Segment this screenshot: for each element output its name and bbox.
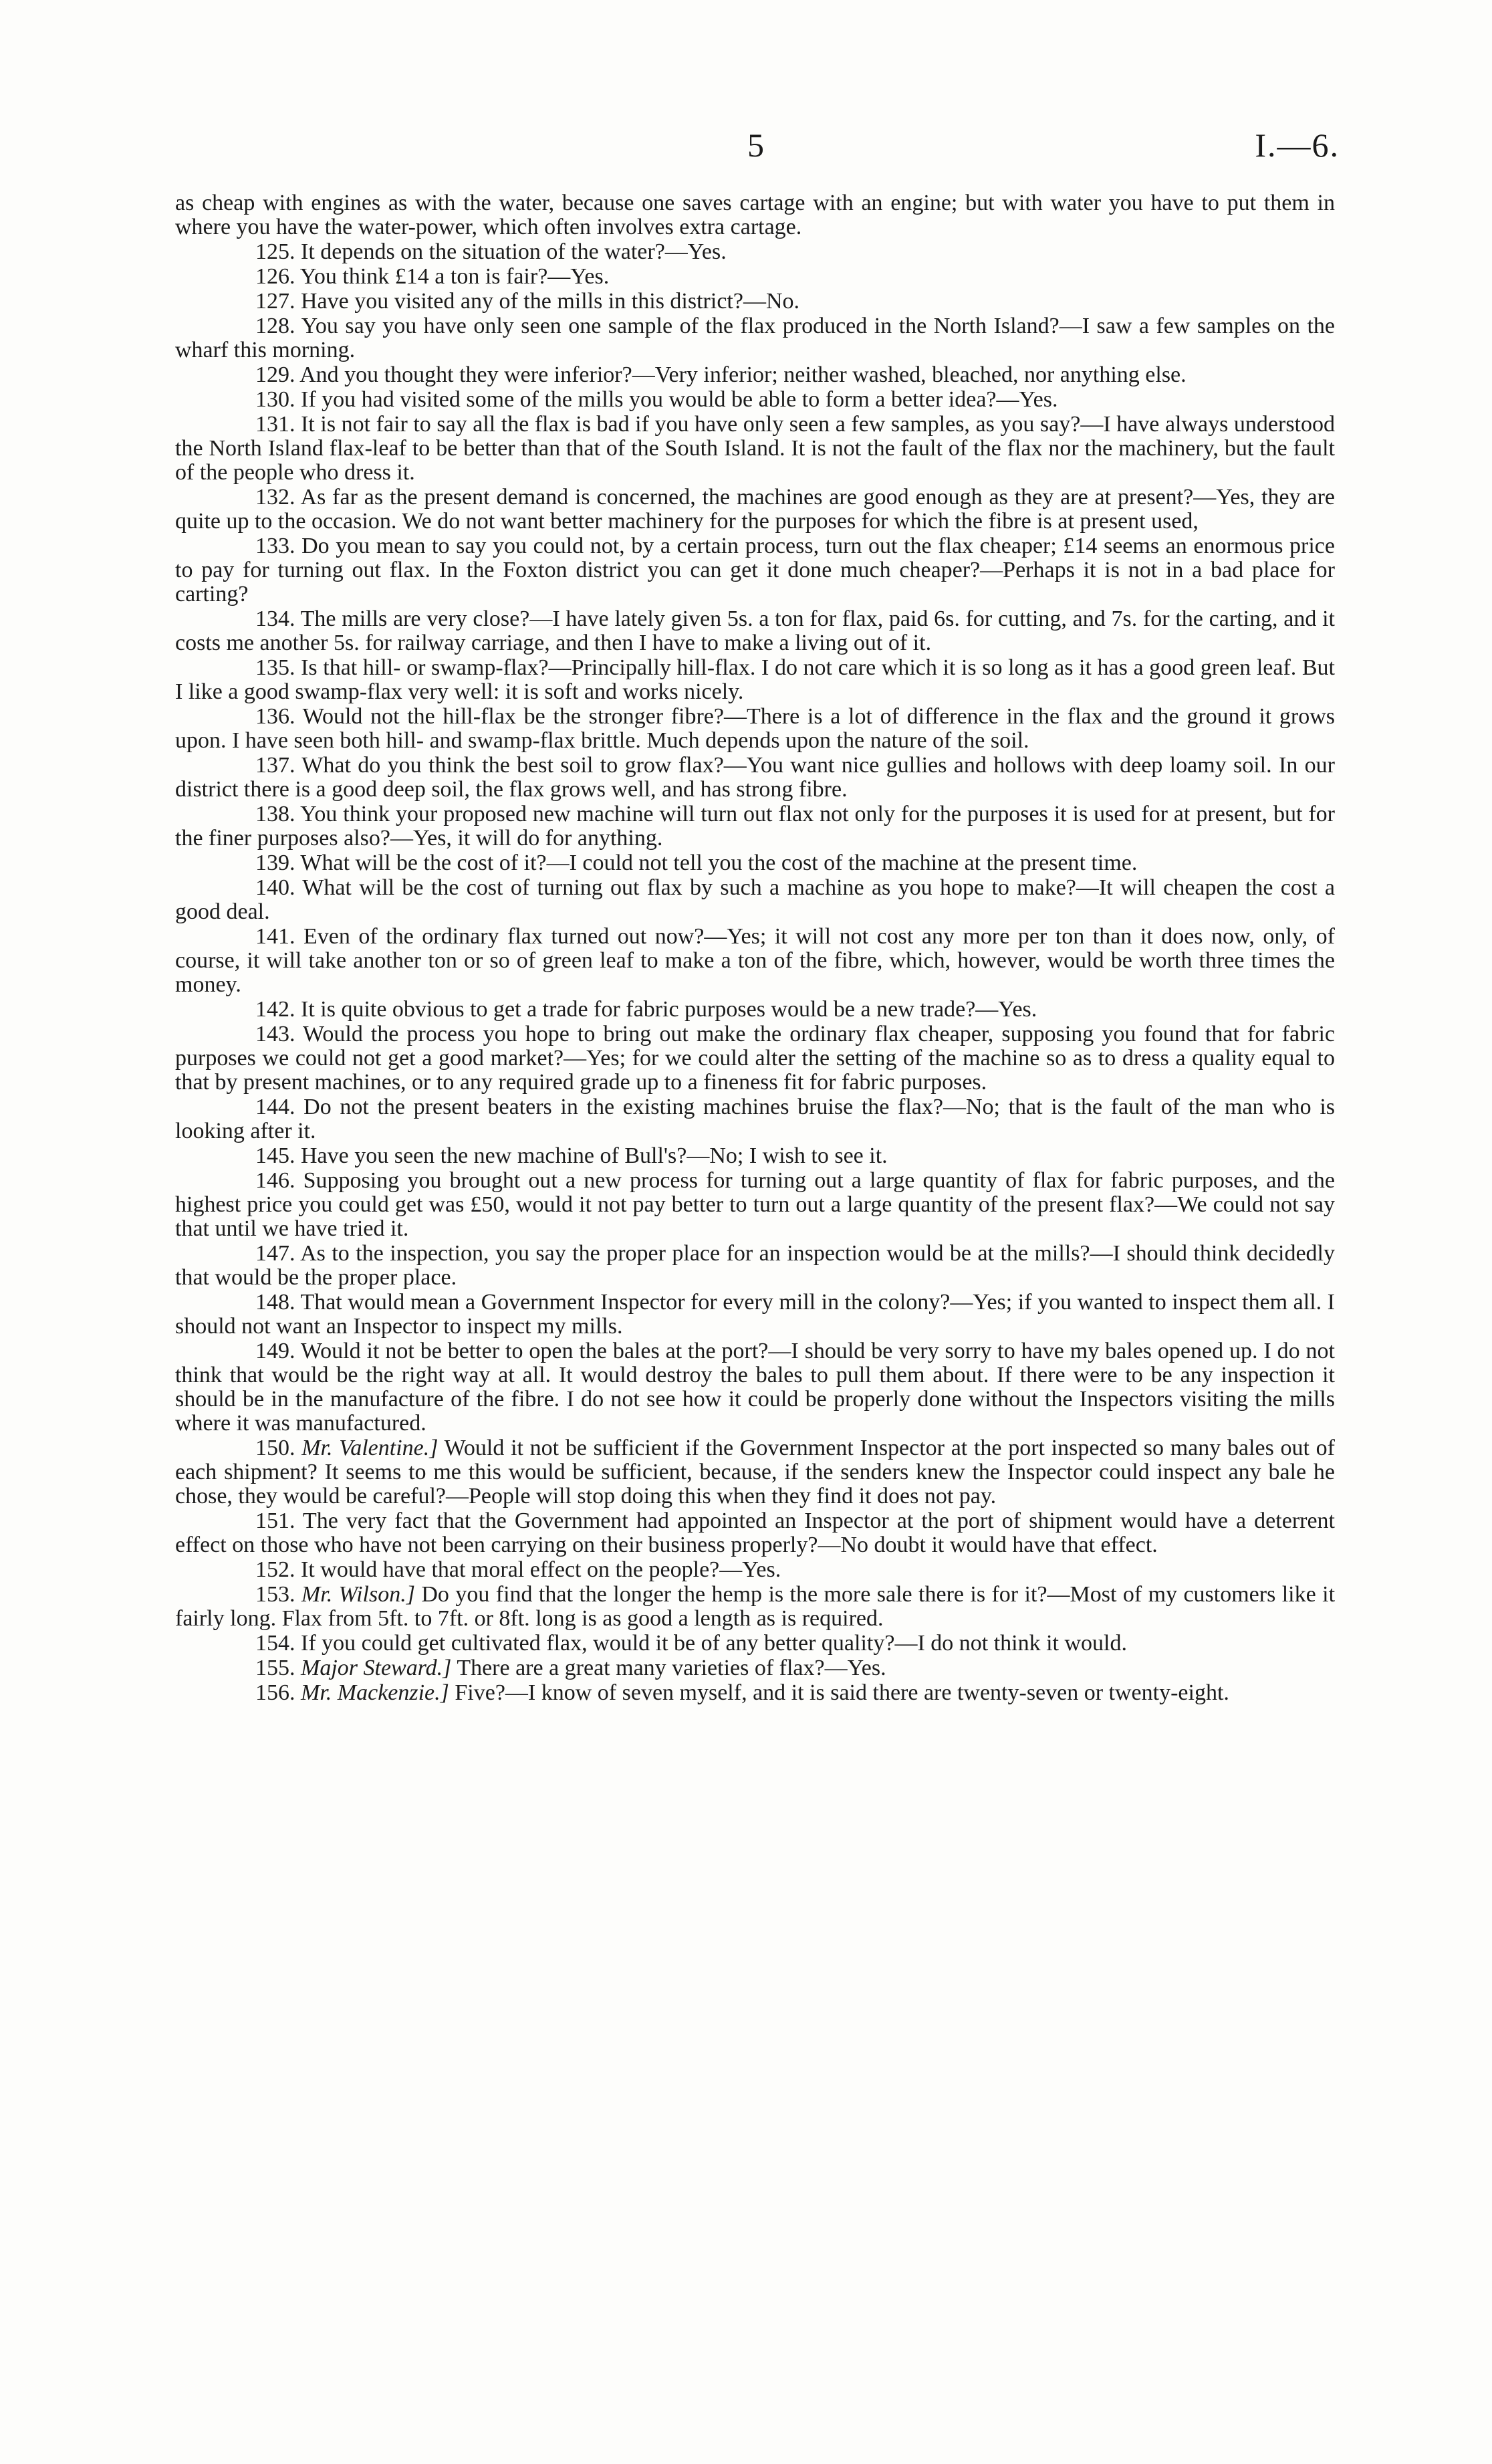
testimony-paragraph [175, 998, 1335, 1022]
testimony-paragraph [175, 1681, 1335, 1705]
testimony-text: It is not fair to say all the flax is bad if you have only seen a few samples, as you say?—I have always understood the North Island flax-leaf to be better than that of the South Island. It is not the fault of the flax nor the machinery, but the fault of the people who dress it. [175, 412, 1336, 485]
question-number: 149. [255, 1339, 295, 1363]
testimony-paragraph [175, 534, 1335, 606]
question-number: 129. [255, 362, 295, 387]
testimony-paragraph [175, 1095, 1335, 1143]
testimony-paragraph [175, 1242, 1335, 1290]
testimony-text: Have you seen the new machine of Bull's?—No; I wish to see it. [301, 1143, 888, 1168]
testimony-text: It is quite obvious to get a trade for fabric purposes would be a new trade?—Yes. [301, 997, 1037, 1022]
testimony-paragraph [175, 1169, 1335, 1241]
question-number: 138. [255, 802, 295, 826]
testimony-text: Do you mean to say you could not, by a certain process, turn out the flax cheaper; £14 seems an enormous price to pay for turning out flax. In the Foxton district you can get it done much cheaper?—Perhaps it is not in a bad place for carting? [175, 534, 1335, 606]
testimony-paragraph [175, 705, 1335, 753]
question-number: 135. [255, 655, 295, 680]
testimony-paragraph [175, 607, 1335, 655]
speaker-name: Mr. Wilson.] [301, 1582, 415, 1607]
page-header [0, 126, 1492, 179]
question-number: 136. [255, 704, 295, 729]
testimony-text: You think your proposed new machine will turn out flax not only for the purposes it is used for at present, but for the finer purposes also?—Yes, it will do for anything. [175, 802, 1335, 851]
question-number: 125. [255, 239, 295, 264]
testimony-text: Would the process you hope to bring out make the ordinary flax cheaper, supposing you found that for fabric purposes we could not get a good market?—Yes; for we could alter the setting of the machine so as to dress a quality equal to that by present machines, or to any required grade up to a fineness fit for fabric purposes. [175, 1022, 1336, 1095]
question-number: 144. [255, 1095, 295, 1119]
question-number: 148. [255, 1290, 295, 1315]
testimony-paragraph [175, 1632, 1335, 1656]
question-number: 156. [255, 1680, 295, 1705]
testimony-paragraph [175, 265, 1335, 289]
testimony-paragraph [175, 388, 1335, 412]
question-number: 154. [255, 1631, 295, 1656]
opening-paragraph: as cheap with engines as with the water, because one saves cartage with an engine; but with water you have to put them in where you have the water-power, which often involves extra cartage. [175, 191, 1335, 239]
testimony-paragraph [175, 363, 1335, 387]
question-number: 127. [255, 289, 295, 314]
testimony-text: Supposing you brought out a new process for turning out a large quantity of flax for fabric purposes, and the highest price you could get was £50, would it not pay better to turn out a large quantity of the present flax?—We could not say that until we have tried it. [175, 1168, 1335, 1241]
testimony-text: That would mean a Government Inspector for every mill in the colony?—Yes; if you wanted to inspect them all. I should not want an Inspector to inspect my mills. [175, 1290, 1335, 1339]
question-number: 155. [255, 1656, 295, 1680]
testimony-text: Do not the present beaters in the existing machines bruise the flax?—No; that is the fault of the man who is looking after it. [175, 1095, 1335, 1143]
question-number: 146. [255, 1168, 295, 1193]
testimony-paragraph [175, 925, 1335, 997]
question-number: 153. [255, 1582, 295, 1607]
question-number: 152. [255, 1557, 295, 1582]
question-number: 145. [255, 1143, 295, 1168]
testimony-paragraph [175, 754, 1335, 802]
question-number: 126. [255, 264, 295, 289]
testimony-paragraph [175, 876, 1335, 924]
question-number: 130. [255, 387, 295, 412]
speaker-name: Mr. Valentine.] [301, 1436, 439, 1460]
testimony-text: Even of the ordinary flax turned out now?—Yes; it will not cost any more per ton than it does now, only, of course, it will take another ton or so of green leaf to make a ton of the fibre, which, however, would be worth three times the money. [175, 924, 1336, 997]
testimony-text: It depends on the situation of the water?—Yes. [301, 239, 727, 264]
testimony-text: The very fact that the Government had appointed an Inspector at the port of shipment would have a deterrent effect on those who have not been carrying on their business properly?—No doubt it would have that effect. [175, 1508, 1335, 1557]
testimony-paragraph [175, 290, 1335, 314]
testimony-paragraph [175, 1558, 1335, 1582]
testimony-text: If you could get cultivated flax, would it be of any better quality?—I do not think it would. [301, 1631, 1128, 1656]
body-text [175, 191, 1335, 1706]
question-number: 147. [255, 1241, 295, 1266]
testimony-text: The mills are very close?—I have lately given 5s. a ton for flax, paid 6s. for cutting, and 7s. for the carting, and it costs me another 5s. for railway carriage, and then I have to make a living out of it. [175, 606, 1335, 655]
testimony-paragraph [175, 1022, 1335, 1095]
testimony-paragraph [175, 1144, 1335, 1168]
testimony-text: As far as the present demand is concerned, the machines are good enough as they are at present?—Yes, they are quite up to the occasion. We do not want better machinery for the purposes for which the fibre is at present used, [175, 485, 1335, 534]
testimony-text: What will be the cost of turning out flax by such a machine as you hope to make?—It will cheapen the cost a good deal. [175, 875, 1335, 924]
testimony-paragraph [175, 851, 1335, 875]
testimony-text: As to the inspection, you say the proper place for an inspection would be at the mills?—I should think decidedly that would be the proper place. [175, 1241, 1336, 1290]
question-number: 137. [255, 753, 295, 778]
testimony-text: You think £14 a ton is fair?—Yes. [299, 264, 610, 289]
testimony-paragraph [175, 1291, 1335, 1339]
question-number: 150. [255, 1436, 295, 1460]
page-number: 5 [747, 126, 765, 164]
testimony-text: It would have that moral effect on the people?—Yes. [301, 1557, 781, 1582]
question-number: 151. [255, 1508, 295, 1533]
testimony-text: There are a great many varieties of flax?—Yes. [457, 1656, 886, 1680]
testimony-paragraph [175, 1339, 1335, 1436]
testimony-list [175, 240, 1335, 1705]
testimony-text: Would it not be better to open the bales at the port?—I should be very sorry to have my bales opened up. I do not think that would be the right way at all. It would destroy the bales to pull them about. If there were to be any inspection it should be in the manufacture of the fibre. I do not see how it could be properly done without the Inspectors visiting the mills where it was manufactured. [175, 1339, 1335, 1436]
testimony-paragraph [175, 485, 1335, 534]
question-number: 140. [255, 875, 295, 900]
testimony-text: Do you find that the longer the hemp is the more sale there is for it?—Most of my customers like it fairly long. Flax from 5ft. to 7ft. or 8ft. long is as good a length as is required. [175, 1582, 1336, 1631]
testimony-paragraph [175, 1583, 1335, 1631]
question-number: 133. [255, 534, 295, 558]
speaker-name: Major Steward.] [301, 1656, 452, 1680]
testimony-text: Five?—I know of seven myself, and it is said there are twenty-seven or twenty-eight. [455, 1680, 1229, 1705]
document-reference: I.—6. [1255, 126, 1340, 164]
testimony-paragraph [175, 656, 1335, 704]
testimony-paragraph [175, 1436, 1335, 1508]
question-number: 132. [255, 485, 295, 510]
testimony-paragraph [175, 240, 1335, 264]
testimony-text: If you had visited some of the mills you would be able to form a better idea?—Yes. [301, 387, 1058, 412]
testimony-text: Is that hill- or swamp-flax?—Principally hill-flax. I do not care which it is so long as it has a good green leaf. But I like a good swamp-flax very well: it is soft and works nicely. [175, 655, 1336, 704]
testimony-text: What do you think the best soil to grow flax?—You want nice gullies and hollows with deep loamy soil. In our district there is a good deep soil, the flax grows well, and has strong fibre. [175, 753, 1336, 802]
question-number: 139. [255, 851, 295, 875]
testimony-paragraph [175, 413, 1335, 485]
testimony-paragraph [175, 314, 1335, 362]
question-number: 134. [255, 606, 295, 631]
testimony-text: What will be the cost of it?—I could not tell you the cost of the machine at the present time. [300, 851, 1138, 875]
testimony-paragraph [175, 802, 1335, 851]
testimony-paragraph [175, 1509, 1335, 1557]
testimony-text: Would it not be sufficient if the Government Inspector at the port inspected so many bales out of each shipment? It seems to me this would be sufficient, because, if the senders knew the Inspector could inspect any bale he chose, they would be careful?—People will stop doing this when they find it does not pay. [175, 1436, 1336, 1508]
speaker-name: Mr. Mackenzie.] [301, 1680, 449, 1705]
question-number: 141. [255, 924, 295, 949]
testimony-text: You say you have only seen one sample of the flax produced in the North Island?—I saw a few samples on the wharf this morning. [175, 314, 1335, 362]
question-number: 142. [255, 997, 295, 1022]
testimony-text: Have you visited any of the mills in this district?—No. [301, 289, 800, 314]
question-number: 131. [255, 412, 295, 437]
question-number: 128. [255, 314, 295, 338]
testimony-text: Would not the hill-flax be the stronger fibre?—There is a lot of difference in the flax and the ground it grows upon. I have seen both hill- and swamp-flax brittle. Much depends upon the nature of the soil. [175, 704, 1336, 753]
testimony-text: And you thought they were inferior?—Very inferior; neither washed, bleached, nor anything else. [299, 362, 1187, 387]
question-number: 143. [255, 1022, 295, 1046]
testimony-paragraph [175, 1656, 1335, 1680]
